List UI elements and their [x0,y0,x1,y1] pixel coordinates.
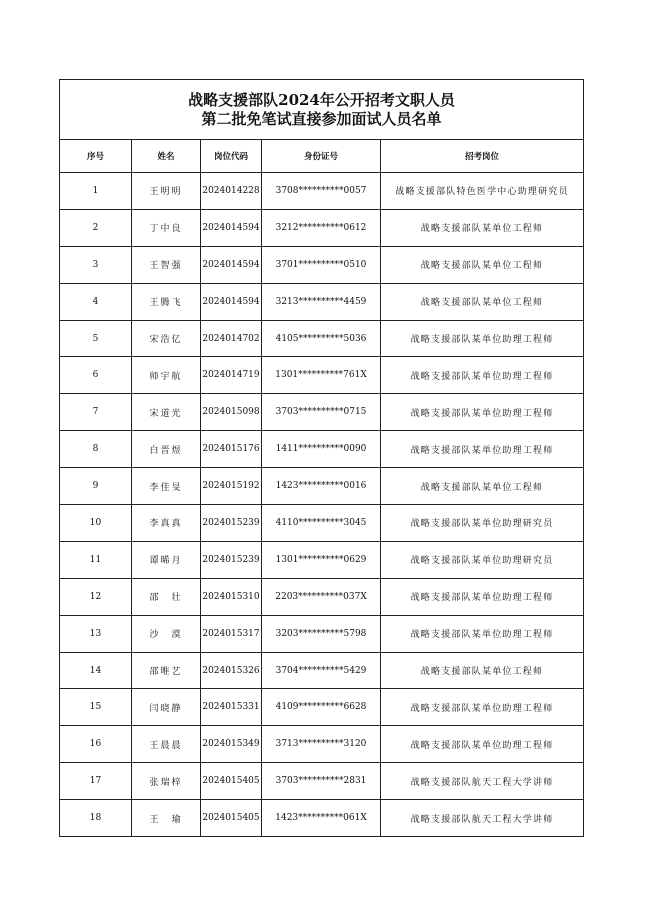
cell-name: 丁中良 [132,209,201,246]
cell-post: 战略支援部队某单位工程师 [381,209,584,246]
cell-id-number: 3704**********5429 [262,652,381,689]
cell-post-code: 2024015331 [201,689,262,726]
table-row [60,541,584,578]
cell-index: 11 [60,541,132,578]
cell-name: 闫晓静 [132,689,201,726]
cell-name: 师宇航 [132,357,201,394]
cell-id-number: 3703**********0715 [262,394,381,431]
cell-index: 18 [60,800,132,837]
cell-post-code: 2024015405 [201,800,262,837]
cell-index: 6 [60,357,132,394]
cell-post: 战略支援部队某单位助理工程师 [381,394,584,431]
cell-post: 战略支援部队某单位助理工程师 [381,431,584,468]
cell-id-number: 3213**********4459 [262,283,381,320]
title-line-1: 战略支援部队2024年公开招考文职人员 [188,90,455,109]
cell-post: 战略支援部队某单位助理工程师 [381,726,584,763]
cell-index: 3 [60,246,132,283]
cell-name: 宋浩亿 [132,320,201,357]
cell-post: 战略支援部队航天工程大学讲师 [381,800,584,837]
table-row [60,689,584,726]
cell-post: 战略支援部队某单位助理工程师 [381,357,584,394]
cell-id-number: 4105**********5036 [262,320,381,357]
cell-id-number: 3701**********0510 [262,246,381,283]
cell-index: 8 [60,431,132,468]
table-row [60,578,584,615]
cell-name: 李佳旻 [132,468,201,505]
cell-name: 王晨晨 [132,726,201,763]
cell-name: 沙 漠 [132,615,201,652]
cell-post-code: 2024015098 [201,394,262,431]
cell-index: 17 [60,763,132,800]
cell-index: 15 [60,689,132,726]
cell-post: 战略支援部队特色医学中心助理研究员 [381,173,584,210]
title-row [60,80,584,140]
table-row [60,763,584,800]
cell-post-code: 2024014594 [201,246,262,283]
title-line-2: 第二批免笔试直接参加面试人员名单 [201,109,442,128]
cell-post-code: 2024015239 [201,541,262,578]
cell-post: 战略支援部队某单位工程师 [381,652,584,689]
cell-name: 白晋煜 [132,431,201,468]
cell-post: 战略支援部队某单位助理研究员 [381,505,584,542]
cell-index: 12 [60,578,132,615]
cell-id-number: 3703**********2831 [262,763,381,800]
cell-post-code: 2024015326 [201,652,262,689]
document-title [60,80,584,140]
cell-post-code: 2024014228 [201,173,262,210]
header-post: 招考岗位 [381,140,584,173]
cell-index: 2 [60,209,132,246]
header-row [60,140,584,173]
cell-post: 战略支援部队某单位助理研究员 [381,541,584,578]
cell-id-number: 1423**********0016 [262,468,381,505]
cell-index: 14 [60,652,132,689]
table-row [60,468,584,505]
table-row [60,209,584,246]
cell-index: 16 [60,726,132,763]
cell-post: 战略支援部队某单位工程师 [381,468,584,505]
cell-post-code: 2024014594 [201,283,262,320]
cell-id-number: 4109**********6628 [262,689,381,726]
roster-sheet [59,79,583,837]
cell-id-number: 1423**********061X [262,800,381,837]
table-row [60,173,584,210]
cell-name: 宋道光 [132,394,201,431]
cell-id-number: 3713**********3120 [262,726,381,763]
cell-post-code: 2024015349 [201,726,262,763]
cell-index: 4 [60,283,132,320]
cell-id-number: 4110**********3045 [262,505,381,542]
cell-post-code: 2024014594 [201,209,262,246]
roster-table [59,79,584,837]
cell-post-code: 2024015310 [201,578,262,615]
cell-post: 战略支援部队某单位工程师 [381,246,584,283]
cell-post: 战略支援部队某单位工程师 [381,283,584,320]
cell-name: 李真真 [132,505,201,542]
cell-index: 10 [60,505,132,542]
cell-id-number: 3212**********0612 [262,209,381,246]
cell-index: 7 [60,394,132,431]
cell-id-number: 3708**********0057 [262,173,381,210]
cell-post: 战略支援部队某单位助理工程师 [381,615,584,652]
cell-name: 邵唯艺 [132,652,201,689]
cell-name: 邵 壮 [132,578,201,615]
cell-post-code: 2024014702 [201,320,262,357]
cell-name: 王智强 [132,246,201,283]
cell-post-code: 2024015317 [201,615,262,652]
cell-post-code: 2024014719 [201,357,262,394]
header-post-code: 岗位代码 [201,140,262,173]
cell-index: 1 [60,173,132,210]
cell-index: 5 [60,320,132,357]
table-row [60,800,584,837]
table-row [60,726,584,763]
table-row [60,652,584,689]
cell-name: 王腾飞 [132,283,201,320]
table-row [60,394,584,431]
cell-post-code: 2024015239 [201,505,262,542]
table-row [60,505,584,542]
header-index: 序号 [60,140,132,173]
cell-name: 王明明 [132,173,201,210]
cell-name: 张瑞梓 [132,763,201,800]
cell-name: 王 瑜 [132,800,201,837]
cell-id-number: 1301**********761X [262,357,381,394]
cell-post: 战略支援部队某单位助理工程师 [381,578,584,615]
cell-name: 谭晞月 [132,541,201,578]
table-row [60,246,584,283]
table-body [60,173,584,837]
cell-index: 9 [60,468,132,505]
table-row [60,283,584,320]
cell-post: 战略支援部队航天工程大学讲师 [381,763,584,800]
table-row [60,431,584,468]
table-row [60,357,584,394]
cell-id-number: 1301**********0629 [262,541,381,578]
cell-id-number: 1411**********0090 [262,431,381,468]
cell-post-code: 2024015192 [201,468,262,505]
cell-post-code: 2024015176 [201,431,262,468]
cell-index: 13 [60,615,132,652]
cell-post: 战略支援部队某单位助理工程师 [381,320,584,357]
cell-id-number: 3203**********5798 [262,615,381,652]
cell-post-code: 2024015405 [201,763,262,800]
header-name: 姓名 [132,140,201,173]
cell-post: 战略支援部队某单位助理工程师 [381,689,584,726]
table-row [60,320,584,357]
header-id-number: 身份证号 [262,140,381,173]
cell-id-number: 2203**********037X [262,578,381,615]
table-row [60,615,584,652]
